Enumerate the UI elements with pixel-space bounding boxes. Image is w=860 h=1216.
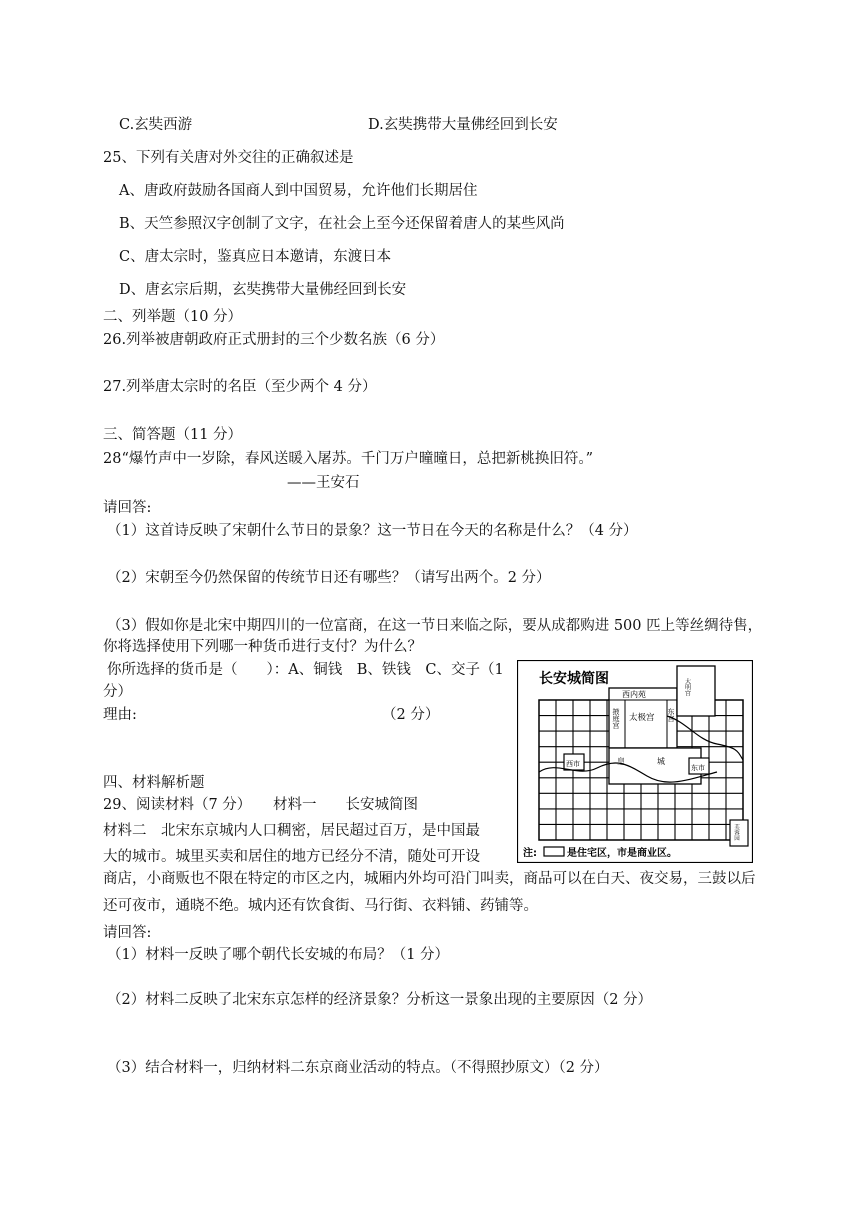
q28-part1: （1）这首诗反映了宋朝什么节日的景象？这一节日在今天的名称是什么？（4 分） (107, 523, 638, 539)
q29-part1: （1）材料一反映了哪个朝代长安城的布局？（1 分） (107, 947, 450, 963)
q25-option-a: A、唐政府鼓励各国商人到中国贸易，允许他们长期居住 (119, 183, 478, 199)
label-huangcheng-1: 皇 (617, 757, 625, 766)
label-dongneiyuan: 东宫 (667, 708, 675, 722)
reason-label: 理由: (103, 707, 137, 723)
label-huangcheng-2: 城 (657, 757, 665, 766)
material2-rest: 商店，小商贩也不限在特定的市区之内，城厢内外均可沿门叫卖，商品可以在白天、夜交易，三鼓以后还可夜市，通晓不绝。城内还有饮食街、马行街、衣料铺、药铺等。 (103, 871, 756, 914)
q25-option-c: C、唐太宗时，鉴真应日本邀请，东渡日本 (119, 249, 392, 265)
section4-title: 四、材料解析题 (103, 775, 205, 791)
answer-prompt: 请回答: (103, 500, 152, 516)
q28-author: ——王安石 (287, 475, 360, 491)
currency-choice-line2: 分） (103, 684, 132, 700)
label-taijigong: 太极宫 (629, 713, 655, 723)
q28-part3-line1: （3）假如你是北宋中期四川的一位富商，在这一节日来临之际，要从成都购进 500 匹上等丝绸待售， (107, 618, 763, 634)
q28-part2: （2）宋朝至今仍然保留的传统节日还有哪些？（请写出两个。2 分） (107, 570, 551, 586)
q25-stem: 25、下列有关唐对外交往的正确叙述是 (103, 150, 354, 166)
currency-choice-line1: 你所选择的货币是（ ）：A、铜钱 B、铁钱 C、交子（1 (107, 662, 504, 678)
section3-title: 三、简答题（11 分） (103, 427, 243, 443)
q29-part3: （3）结合材料一，归纳材料二东京商业活动的特点。（不得照抄原文）（2 分） (107, 1060, 609, 1076)
label-yetinggong: 掖庭宫 (612, 708, 620, 729)
q28-part3-line2: 你将选择使用下列哪一种货币进行支付？为什么？ (103, 639, 422, 655)
answer-prompt-2: 请回答: (103, 925, 152, 941)
material2-line1: 材料二 北宋东京城内人口稠密，居民超过百万，是中国最 (103, 823, 480, 839)
label-xishi: 西市 (566, 760, 580, 768)
label-daminggong: 大明宫 (683, 678, 691, 696)
q26-text: 26.列举被唐朝政府正式册封的三个少数名族（6 分） (103, 332, 445, 348)
label-dongshi: 东市 (691, 764, 705, 772)
material2-line2: 大的城市。城里买卖和居住的地方已经分不清，随处可开设 (103, 849, 480, 865)
q25-option-b: B、天竺参照汉字创制了文字，在社会上至今还保留着唐人的某些风尚 (119, 216, 565, 232)
changan-map (517, 660, 753, 863)
q28-poem: 28“爆竹声中一岁除，春风送暖入屠苏。千门万户曈曈日，总把新桃换旧符。” (103, 451, 594, 467)
q27-text: 27.列举唐太宗时的名臣（至少两个 4 分） (103, 379, 377, 395)
q29-part2: （2）材料二反映了北宋东京怎样的经济景象？分析这一景象出现的主要原因（2 分） (107, 992, 653, 1008)
q24-option-c: C.玄奘西游 (119, 117, 193, 133)
label-xineiyuan: 西内苑 (622, 690, 646, 699)
section2-title: 二、列举题（10 分） (103, 309, 243, 325)
label-furongyuan: 芙蓉园 (733, 824, 739, 841)
reason-points: （2 分） (382, 707, 440, 723)
map-title: 长安城简图 (539, 671, 609, 687)
map-legend: 注: 是住宅区，市是商业区。 (523, 848, 677, 859)
q25-option-d: D、唐玄宗后期，玄奘携带大量佛经回到长安 (119, 282, 407, 298)
q24-option-d: D.玄奘携带大量佛经回到长安 (368, 117, 558, 133)
q29-head: 29、阅读材料（7 分） 材料一 长安城简图 (103, 797, 419, 813)
